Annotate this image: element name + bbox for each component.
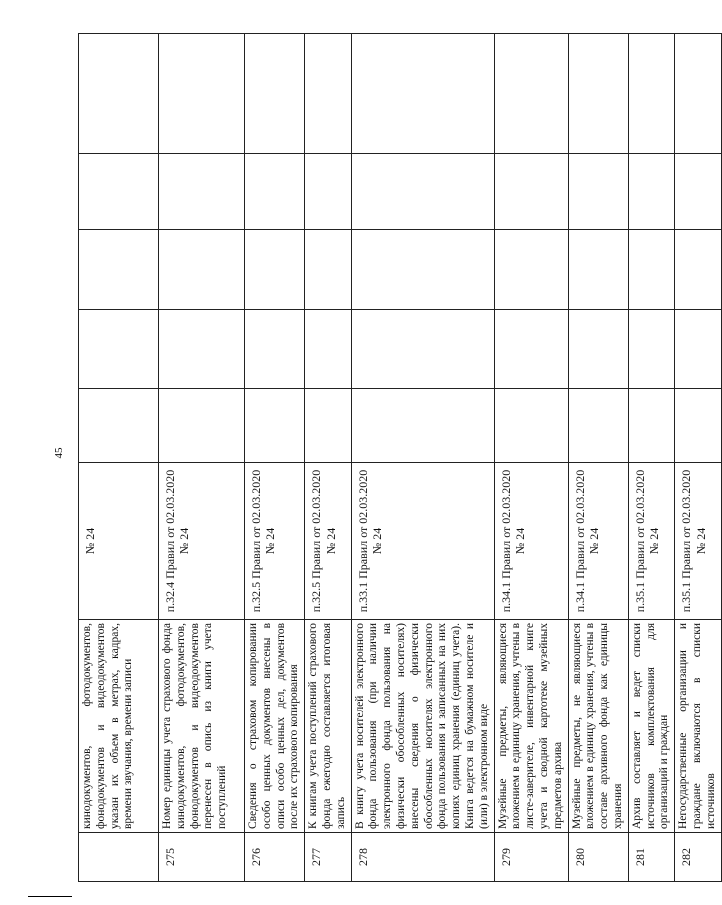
- answer-cell: [159, 389, 245, 463]
- answer-cell: [79, 154, 159, 230]
- answer-cell: [494, 34, 568, 154]
- answer-cell: [568, 389, 628, 463]
- answer-cell: [628, 34, 674, 154]
- answer-cell: [351, 154, 494, 230]
- answer-cell: [245, 310, 305, 389]
- requirement-text: кинодокументов, фотодокументов, фонодокументов и видеодокументов указан их объем в метрах, кадрах, времени звучания, времени записи: [79, 620, 159, 833]
- answer-cell: [245, 389, 305, 463]
- row-number: 276: [245, 833, 305, 882]
- row-number: 275: [159, 833, 245, 882]
- answer-cell: [79, 230, 159, 310]
- answer-cell: [351, 310, 494, 389]
- table-row: [628, 34, 674, 882]
- requirement-text: Музейные предметы, не являющиеся вложением в единицу хранения, учтены в составе архивного фонда как единицы хранения: [568, 620, 628, 833]
- row-number: [79, 833, 159, 882]
- answer-cell: [675, 34, 721, 154]
- legal-reference: п.34.1 Правил от 02.03.2020 № 24: [494, 463, 568, 620]
- table-row: [675, 34, 721, 882]
- answer-cell: [628, 154, 674, 230]
- answer-cell: [159, 310, 245, 389]
- rotated-table-container: [78, 34, 717, 882]
- answer-cell: [675, 389, 721, 463]
- legal-reference: п.32.5 Правил от 02.03.2020 № 24: [245, 463, 305, 620]
- row-number: 280: [568, 833, 628, 882]
- table-row: [79, 34, 159, 882]
- answer-cell: [628, 230, 674, 310]
- answer-cell: [159, 230, 245, 310]
- answer-cell: [305, 34, 351, 154]
- row-number: 279: [494, 833, 568, 882]
- answer-cell: [305, 154, 351, 230]
- footnote-divider: [28, 896, 72, 897]
- answer-cell: [675, 154, 721, 230]
- answer-cell: [494, 389, 568, 463]
- answer-cell: [494, 230, 568, 310]
- answer-cell: [675, 310, 721, 389]
- legal-reference: п.33.1 Правил от 02.03.2020 № 24: [351, 463, 494, 620]
- row-number: 277: [305, 833, 351, 882]
- requirement-text: В книгу учета носителей электронного фонда пользования (при наличии электронного фонда пользования на физически обособленных носителях) внесены сведения о физически обособленных носителях электронного фонда пользования и записанных на них копиях единиц хранения (единиц учета). Книга ведется на бумажном носителе и (или) в электронном виде: [351, 620, 494, 833]
- answer-cell: [245, 154, 305, 230]
- answer-cell: [351, 34, 494, 154]
- answer-cell: [494, 310, 568, 389]
- answer-cell: [628, 389, 674, 463]
- requirement-text: К книгам учета поступлений страхового фонда ежегодно составляется итоговая запись: [305, 620, 351, 833]
- answer-cell: [305, 310, 351, 389]
- answer-cell: [628, 310, 674, 389]
- answer-cell: [79, 34, 159, 154]
- answer-cell: [305, 389, 351, 463]
- answer-cell: [245, 34, 305, 154]
- table-row: [351, 34, 494, 882]
- legal-reference: п.34.1 Правил от 02.03.2020 № 24: [568, 463, 628, 620]
- legal-reference: п.32.5 Правил от 02.03.2020 № 24: [305, 463, 351, 620]
- answer-cell: [245, 230, 305, 310]
- requirement-text: Архив составляет и ведет списки источников комплектования для организаций и граждан: [628, 620, 674, 833]
- requirement-text: Сведения о страховом копировании особо ценных документов внесены в описи особо ценных дел, документов после их страхового копирования: [245, 620, 305, 833]
- requirement-text: Музейные предметы, являющиеся вложением в единицу хранения, учтены в листе-заверителе, инвентарной книге учета и сводной картотеке музейных предметов архива: [494, 620, 568, 833]
- answer-cell: [568, 230, 628, 310]
- legal-reference: п.35.1 Правил от 02.03.2020 № 24: [675, 463, 721, 620]
- legal-reference: п.32.4 Правил от 02.03.2020 № 24: [159, 463, 245, 620]
- answer-cell: [675, 230, 721, 310]
- table-row: [305, 34, 351, 882]
- table-row: [568, 34, 628, 882]
- answer-cell: [568, 154, 628, 230]
- answer-cell: [351, 230, 494, 310]
- answer-cell: [351, 389, 494, 463]
- requirement-text: Номер единицы учета страхового фонда кинодокументов, фотодокументов, фонодокументов и видеодокументов перенесен в опись из книги учета поступлений: [159, 620, 245, 833]
- legal-reference: № 24: [79, 463, 159, 620]
- table-row: [159, 34, 245, 882]
- table-row: [494, 34, 568, 882]
- page-number: 45: [53, 447, 65, 459]
- answer-cell: [159, 154, 245, 230]
- answer-cell: [305, 230, 351, 310]
- checklist-table: [78, 33, 722, 882]
- table-row: [245, 34, 305, 882]
- legal-reference: п.35.1 Правил от 02.03.2020 № 24: [628, 463, 674, 620]
- answer-cell: [159, 34, 245, 154]
- answer-cell: [79, 389, 159, 463]
- row-number: 282: [675, 833, 721, 882]
- answer-cell: [568, 34, 628, 154]
- requirement-text: Негосударственные организации и граждане включаются в списки источников: [675, 620, 721, 833]
- answer-cell: [568, 310, 628, 389]
- row-number: 278: [351, 833, 494, 882]
- answer-cell: [79, 310, 159, 389]
- row-number: 281: [628, 833, 674, 882]
- answer-cell: [494, 154, 568, 230]
